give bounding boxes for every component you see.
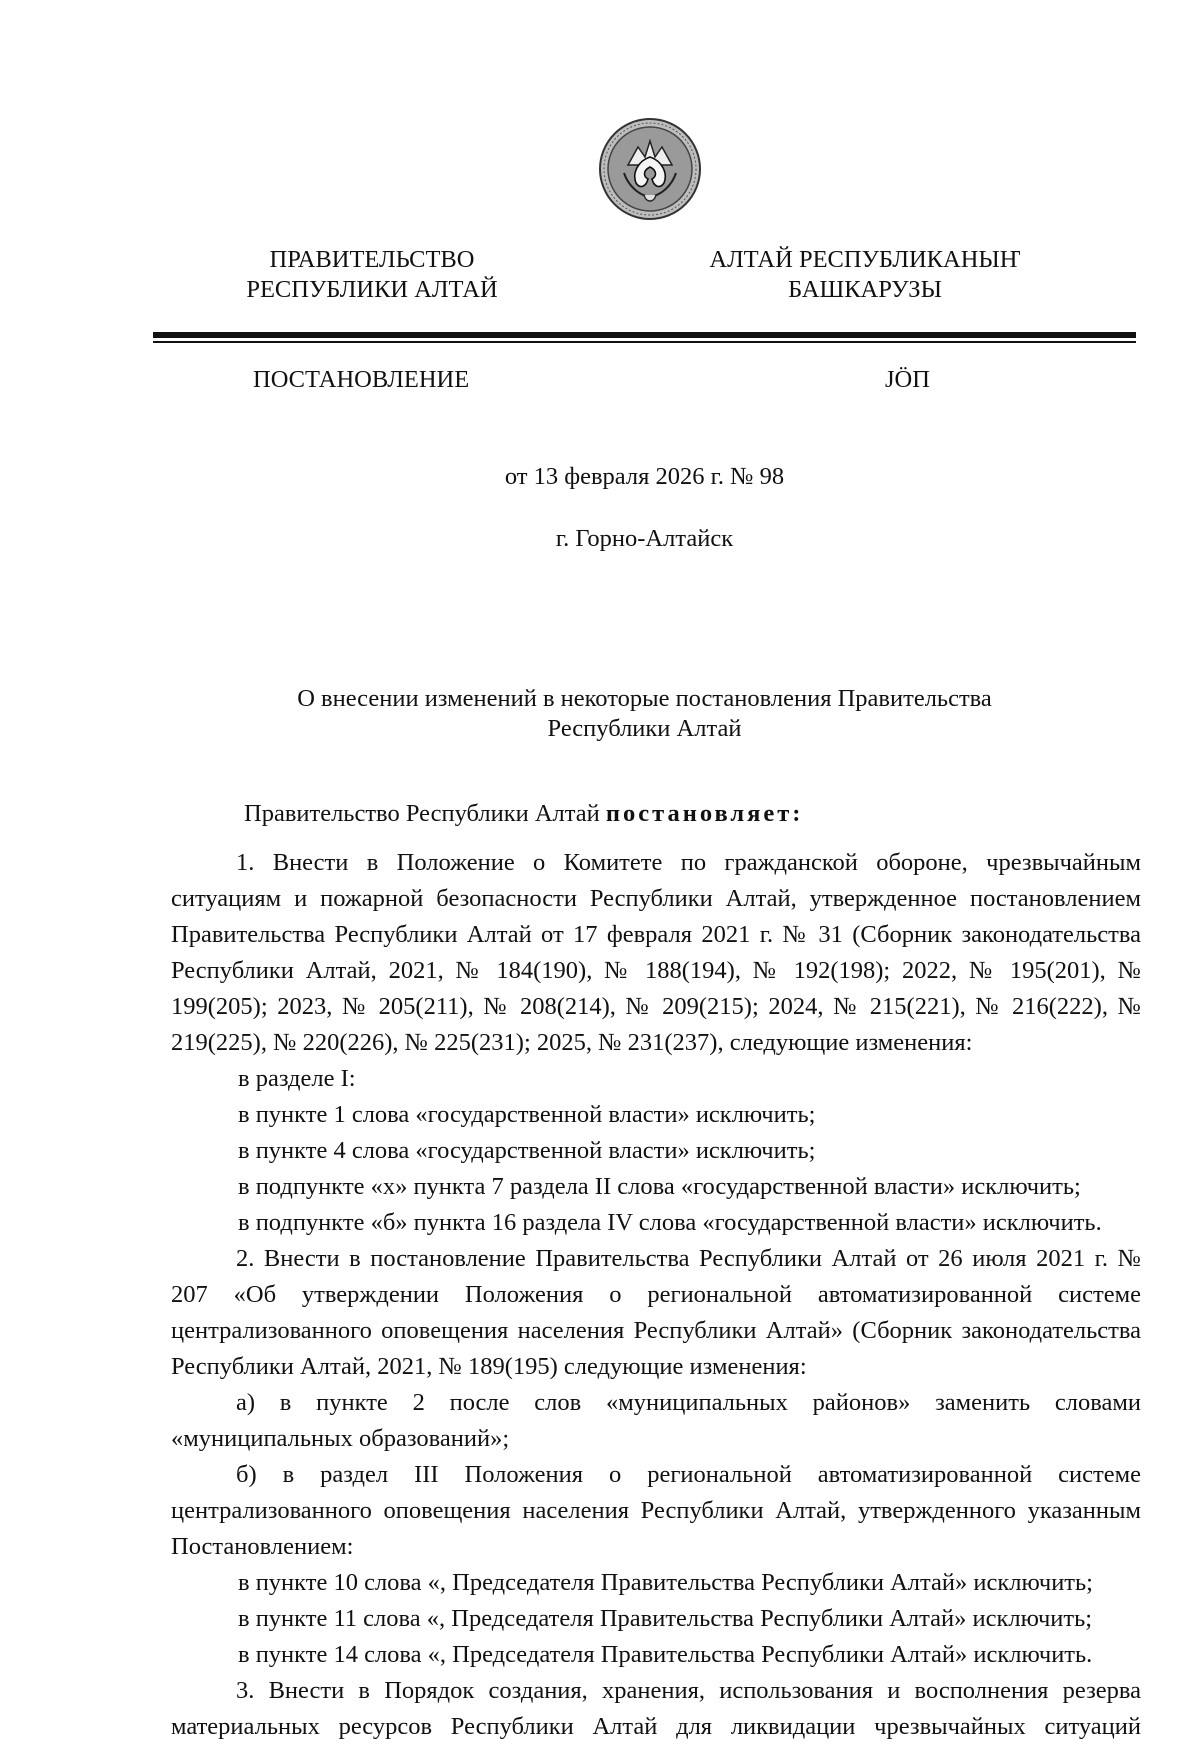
doctype-altai: JÖП (885, 366, 930, 393)
org-line: АЛТАЙ РЕСПУБЛИКАНЫҤ (709, 246, 1021, 273)
paragraph: 1. Внести в Положение о Комитете по гражданской обороне, чрезвычайным ситуациям и пожарной безопасности Республики Алтай, утвержденное постановлением Правительства Республики Алтай от 17 февраля 2021 г. № 31 (Сборник законодательства Республики Алтай, 2021, № 184(190), № 188(194), № 192(198); 2022, № 195(201), № 199(205); 2023, № 205(211), № 208(214), № 209(215); 2024, № 215(221), № 216(222), № 219(225), № 220(226), № 225(231); 2025, № 231(237), следующие изменения: (171, 849, 1141, 1056)
org-line: РЕСПУБЛИКИ АЛТАЙ (246, 276, 498, 303)
document-body (171, 796, 1141, 1745)
paragraph: а) в пункте 2 после слов «муниципальных районов» заменить словами «муниципальных образований»; (171, 1389, 1141, 1452)
list-item: в пункте 1 слова «государственной власти» исключить; (238, 1101, 816, 1128)
list-item: в подпункте «х» пункта 7 раздела II слова «государственной власти» исключить; (238, 1173, 1081, 1200)
org-line: БАШКАРУЗЫ (788, 276, 942, 303)
org-line: ПРАВИТЕЛЬСТВО (269, 246, 475, 273)
list-item: в разделе I: (238, 1065, 356, 1092)
list-item: в пункте 10 слова «, Председателя Правительства Республики Алтай» исключить; (238, 1569, 1093, 1596)
header-divider-thick (153, 332, 1136, 338)
document-title (153, 684, 1136, 744)
org-name-altai (685, 245, 1045, 305)
paragraph: 2. Внести в постановление Правительства Республики Алтай от 26 июля 2021 г. № 207 «Об утверждении Положения о региональной автоматизированной системе централизованного оповещения населения Республики Алтай» (Сборник законодательства Республики Алтай, 2021, № 189(195) следующие изменения: (171, 1245, 1141, 1380)
intro-emphasis: постановляет: (605, 800, 804, 827)
doctype-russian: ПОСТАНОВЛЕНИЕ (253, 366, 470, 393)
title-line: Республики Алтай (547, 715, 742, 742)
republic-altai-coat-of-arms-icon (598, 117, 702, 221)
list-item: в подпункте «б» пункта 16 раздела IV слова «государственной власти» исключить. (238, 1209, 1102, 1236)
title-line: О внесении изменений в некоторые постановления Правительства (297, 685, 992, 712)
list-item: в пункте 11 слова «, Председателя Правительства Республики Алтай» исключить; (238, 1605, 1093, 1632)
header-divider-thin (153, 341, 1136, 343)
paragraph: б) в раздел III Положения о региональной автоматизированной системе централизованного оповещения населения Республики Алтай, утвержденного указанным Постановлением: (171, 1461, 1141, 1560)
document-date-number: от 13 февраля 2026 г. № 98 (504, 463, 785, 490)
list-item: в пункте 14 слова «, Председателя Правительства Республики Алтай» исключить. (238, 1641, 1093, 1668)
list-item: в пункте 4 слова «государственной власти» исключить; (238, 1137, 816, 1164)
paragraph-list (171, 845, 1141, 1745)
paragraph: 3. Внести в Порядок создания, хранения, использования и восполнения резерва материальных ресурсов Республики Алтай для ликвидации чрезвычайных ситуаций (171, 1677, 1141, 1740)
intro-text: Правительство Республики Алтай (244, 800, 606, 827)
org-name-russian (192, 245, 552, 305)
document-city: г. Горно-Алтайск (555, 525, 734, 552)
intro-paragraph (171, 796, 1141, 832)
